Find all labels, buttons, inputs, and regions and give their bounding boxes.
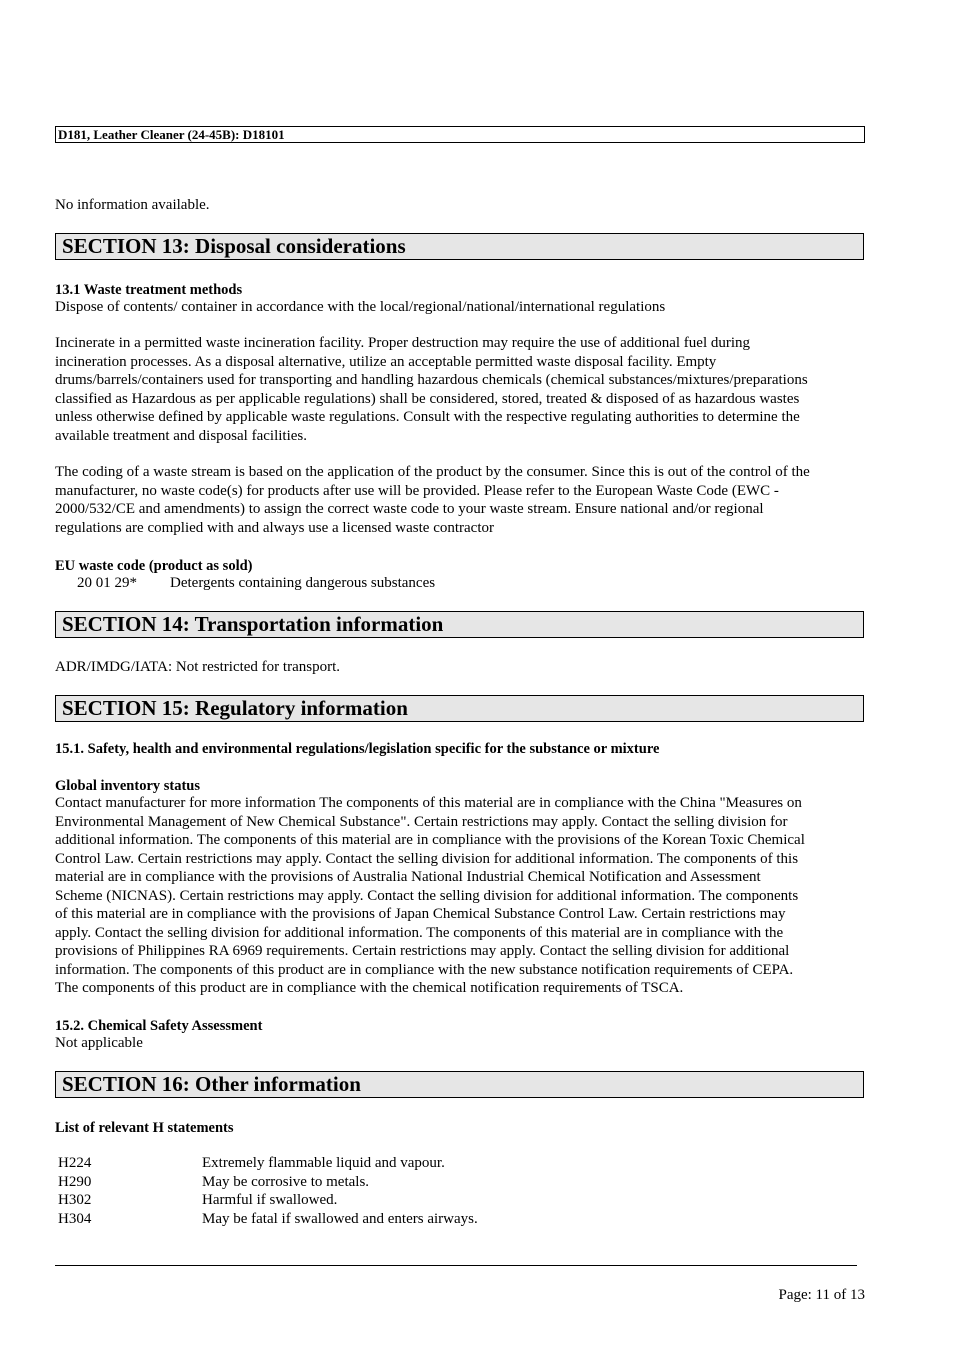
section-13-title: SECTION 13: Disposal considerations: [55, 233, 864, 260]
paragraph-line: drums/barrels/containers used for transporting and handling hazardous chemicals (chemical substances/mixtures/preparations: [55, 372, 808, 388]
paragraph-line: Incinerate in a permitted waste incineration facility. Proper destruction may require the use of additional fuel during: [55, 335, 751, 351]
paragraph-line: The components of this product are in compliance with the chemical notification requirements of TSCA.: [55, 980, 684, 996]
paragraph-line: manufacturer, no waste code(s) for products after use will be provided. Please refer to the European Waste Code (EWC -: [55, 482, 779, 499]
transport-text: ADR/IMDG/IATA: Not restricted for transport.: [55, 659, 340, 675]
paragraph-line: of this material are in compliance with the provisions of Japan Chemical Substance Control Law. Certain restrictions may: [55, 906, 786, 922]
paragraph-line: unless otherwise defined by applicable waste regulations. Consult with the respective regulating authorities to determine the: [55, 409, 800, 425]
h-statements-heading: List of relevant H statements: [55, 1120, 234, 1136]
h-statement-text: May be corrosive to metals.: [202, 1174, 370, 1190]
paragraph-line: regulations are complied with and always use a licensed waste contractor: [55, 519, 495, 536]
chemical-safety-assessment-text: Not applicable: [55, 1035, 143, 1051]
section-16-title: SECTION 16: Other information: [55, 1071, 864, 1098]
h-statement-text: Extremely flammable liquid and vapour.: [202, 1155, 445, 1171]
footer-divider: [55, 1265, 857, 1266]
h-statement-code: H302: [58, 1192, 92, 1208]
regulations-heading: 15.1. Safety, health and environmental regulations/legislation specific for the substance or mixture: [55, 741, 660, 757]
h-statement-code: H224: [58, 1155, 92, 1171]
eu-waste-code-heading: EU waste code (product as sold): [55, 558, 253, 574]
paragraph-line: incineration processes. As a disposal alternative, utilize an acceptable permitted waste disposal facility. Empty: [55, 353, 717, 370]
paragraph-line: material are in compliance with the provisions of Australia National Industrial Chemical Notification and Assessment: [55, 869, 761, 885]
h-statement-text: Harmful if swallowed.: [202, 1192, 338, 1208]
paragraph-line: information. The components of this product are in compliance with the new substance notification requirements of CEPA.: [55, 961, 794, 978]
disposal-paragraph-1: [55, 334, 867, 445]
h-statement-text: May be fatal if swallowed and enters airways.: [202, 1211, 478, 1227]
paragraph-line: provisions of Philippines RA 6969 requirements. Certain restrictions may apply. Contact the selling division for additional: [55, 943, 790, 959]
eu-waste-code-description: Detergents containing dangerous substances: [170, 575, 436, 591]
document-header: D181, Leather Cleaner (24-45B): D18101: [55, 126, 865, 143]
intro-text: No information available.: [55, 197, 210, 213]
disposal-paragraph-2: [55, 463, 867, 537]
paragraph-line: available treatment and disposal facilities.: [55, 427, 307, 444]
paragraph-line: apply. Contact the selling division for additional information. The components of this material are in compliance with the: [55, 924, 784, 941]
eu-waste-code: 20 01 29*: [77, 575, 137, 591]
chemical-safety-assessment-heading: 15.2. Chemical Safety Assessment: [55, 1018, 263, 1034]
paragraph-line: Scheme (NICNAS). Certain restrictions may apply. Contact the selling division for additional information. The components: [55, 887, 799, 904]
paragraph-line: classified as Hazardous as per applicable regulations) shall be considered, stored, treated & disposed of as hazardous wastes: [55, 390, 800, 407]
h-statement-code: H304: [58, 1211, 92, 1227]
section-15-title: SECTION 15: Regulatory information: [55, 695, 864, 722]
page-number: Page: 11 of 13: [778, 1287, 865, 1303]
global-inventory-heading: Global inventory status: [55, 778, 201, 794]
paragraph-line: Environmental Management of New Chemical Substance". Certain restrictions may apply. Contact the selling division for: [55, 813, 788, 830]
waste-treatment-heading: 13.1 Waste treatment methods: [55, 282, 243, 298]
waste-treatment-text: Dispose of contents/ container in accordance with the local/regional/national/international regulations: [55, 299, 666, 315]
paragraph-line: Control Law. Certain restrictions may apply. Contact the selling division for additional information. The components of this: [55, 850, 799, 867]
section-14-title: SECTION 14: Transportation information: [55, 611, 864, 638]
paragraph-line: Contact manufacturer for more information The components of this material are in compliance with the China "Measures on: [55, 795, 802, 811]
h-statement-code: H290: [58, 1174, 92, 1190]
paragraph-line: The coding of a waste stream is based on the application of the product by the consumer. Since this is out of the control of the: [55, 464, 810, 480]
paragraph-line: additional information. The components of this material are in compliance with the provisions of the Korean Toxic Chemical: [55, 832, 805, 848]
paragraph-line: 2000/532/CE and amendments) to assign the correct waste code to your waste stream. Ensure national and/or regional: [55, 501, 764, 517]
global-inventory-text: [55, 794, 867, 998]
